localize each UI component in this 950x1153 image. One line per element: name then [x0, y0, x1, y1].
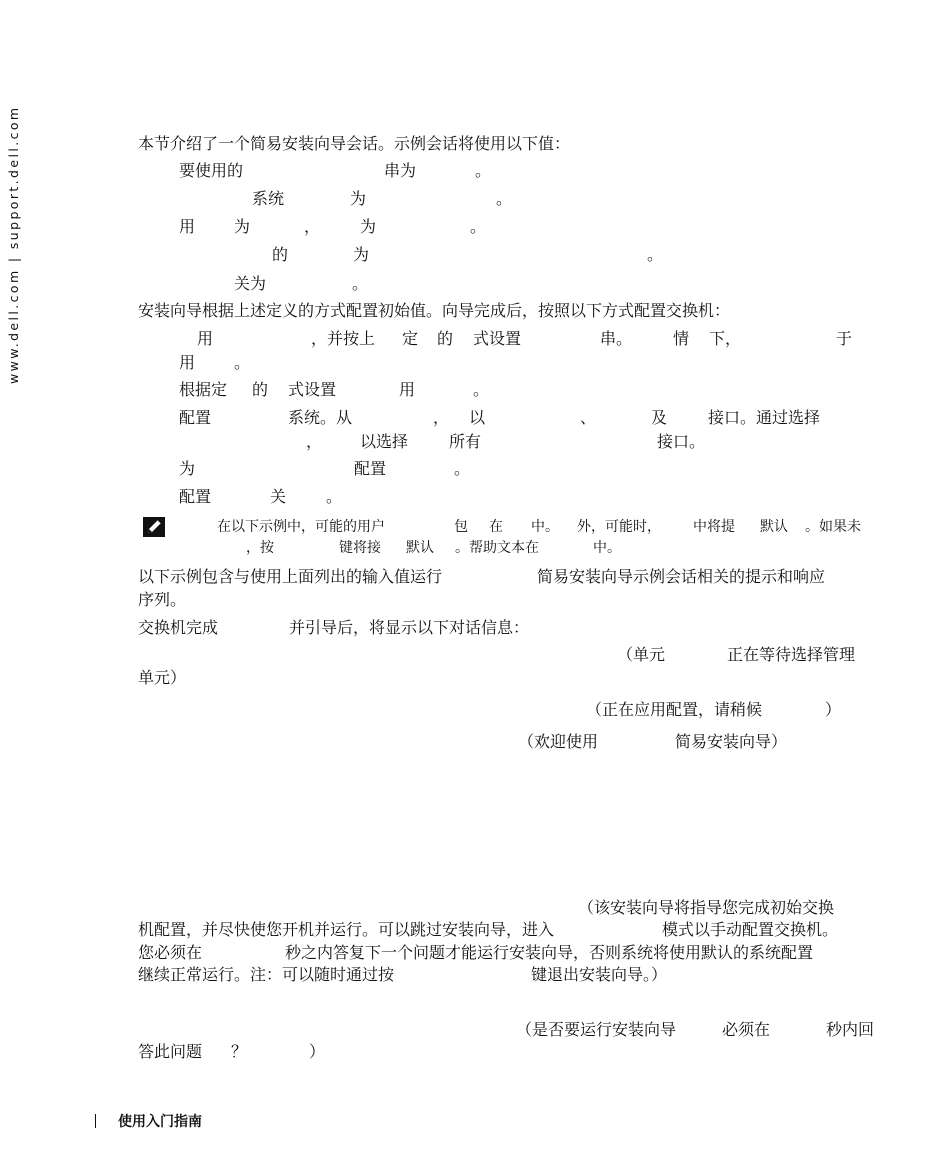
value-line-3-a: 用	[179, 217, 196, 236]
step1-b: ，并按上	[311, 329, 376, 348]
dialog-question-d: 答此问题	[138, 1042, 203, 1061]
step3b-a: ，	[306, 432, 323, 451]
step3b-c: 所有	[449, 432, 482, 451]
note-2-c: 默认	[406, 540, 434, 556]
dialog-help-5: 秒之内答复下一个问题才能运行安装向导，否则系统将使用默认的系统配置	[285, 943, 814, 962]
footer-divider	[95, 1114, 96, 1128]
dialog-help-2: 机配置，并尽快使您开机并运行。可以跳过安装向导，进入	[138, 920, 555, 939]
value-line-2-c: 。	[496, 189, 513, 208]
value-line-1-c: 。	[475, 161, 492, 180]
wizard-intro: 安装向导根据上述定义的方式配置初始值。向导完成后，按照以下方式配置交换机：	[138, 301, 731, 320]
dialog-help-3: 模式以手动配置交换机。	[662, 920, 839, 939]
dialog-applying-a: （正在应用配置，请稍候	[586, 700, 763, 719]
note-1-a: 在以下示例中，可能的用户	[217, 519, 385, 535]
dialog-help-4: 您必须在	[138, 943, 203, 962]
step1-e: 式设置	[473, 329, 522, 348]
example-desc-c: 序列。	[138, 590, 187, 609]
value-line-1-a: 要使用的	[179, 161, 244, 180]
value-line-5-a: 关为	[234, 274, 267, 293]
step4-a: 为	[179, 459, 196, 478]
note-pencil-icon	[142, 516, 166, 538]
step1-h: 下，	[709, 329, 742, 348]
value-line-4-b: 为	[353, 245, 370, 264]
dialog-question-b: 必须在	[722, 1020, 771, 1039]
step5-a: 配置	[179, 487, 212, 506]
step1-i: 于	[836, 329, 853, 348]
dialog-unit-c: 单元）	[138, 668, 187, 687]
step3-a: 配置	[179, 408, 212, 427]
note-1-h: 。如果未	[805, 519, 861, 535]
dialog-help-1: （该安装向导将指导您完成初始交换	[578, 898, 835, 917]
example-desc-a: 以下示例包含与使用上面列出的输入值运行	[138, 567, 443, 586]
step2-d: 用	[399, 380, 416, 399]
value-line-4-c: 。	[647, 245, 664, 264]
sidebar-url	[4, 104, 24, 384]
note-2-e: 中。	[593, 540, 621, 556]
step3-e: 、	[580, 408, 597, 427]
dialog-question-f: ）	[309, 1042, 326, 1061]
note-2-d: 。帮助文本在	[455, 540, 539, 556]
value-line-4-a: 的	[272, 245, 289, 264]
note-1-b: 包	[454, 519, 468, 535]
step3-f: 及	[651, 408, 668, 427]
step1-g: 情	[673, 329, 690, 348]
dialog-welcome-b: 简易安装向导）	[675, 732, 788, 751]
step1-f: 串。	[600, 329, 633, 348]
dialog-applying-b: ）	[825, 700, 842, 719]
dialog-help-7: 键退出安装向导。）	[531, 965, 668, 984]
dialog-help-6: 继续正常运行。注：可以随时通过按	[138, 965, 395, 984]
step2-c: 式设置	[288, 380, 337, 399]
dialog-unit-a: （单元	[617, 645, 666, 664]
dialog-question-c: 秒内回	[826, 1020, 875, 1039]
step1-a: 用	[197, 329, 214, 348]
value-line-2-b: 为	[350, 189, 367, 208]
step2-b: 的	[252, 380, 269, 399]
boot-msg-a: 交换机完成	[138, 618, 219, 637]
value-line-3-d: 为	[360, 217, 377, 236]
value-line-3-b: 为	[234, 217, 251, 236]
step4-c: 。	[454, 459, 471, 478]
intro-text: 本节介绍了一个简易安装向导会话。示例会话将使用以下值：	[138, 134, 571, 153]
example-desc-b: 简易安装向导示例会话相关的提示和响应	[537, 567, 826, 586]
step3b-b: 以选择	[360, 432, 409, 451]
note-2-a: ，按	[246, 540, 274, 556]
value-line-3-c: ，	[304, 217, 321, 236]
dialog-question-a: （是否要运行安装向导	[516, 1020, 677, 1039]
footer-title: 使用入门指南	[118, 1114, 202, 1130]
step4-b: 配置	[354, 459, 387, 478]
value-line-5-b: 。	[352, 274, 369, 293]
step2-e: 。	[473, 380, 490, 399]
step3-g: 接口。通过选择	[708, 408, 821, 427]
step5-b: 关	[270, 487, 287, 506]
note-1-d: 中。	[531, 519, 559, 535]
dialog-welcome-a: （欢迎使用	[518, 732, 599, 751]
note-1-g: 默认	[760, 519, 788, 535]
value-line-2-a: 系统	[252, 189, 285, 208]
step1-d: 的	[437, 329, 454, 348]
note-1-c: 在	[489, 519, 503, 535]
dialog-unit-b: 正在等待选择管理	[727, 645, 856, 664]
step2-a: 根据定	[179, 380, 228, 399]
dialog-question-e: ？	[231, 1042, 248, 1061]
step1b-a: 用	[179, 353, 196, 372]
step1b-b: 。	[234, 353, 251, 372]
note-2-b: 键将接	[339, 540, 381, 556]
boot-msg-b: 并引导后，将显示以下对话信息：	[289, 618, 530, 637]
step3-c: ，	[433, 408, 450, 427]
step3-b: 系统。从	[288, 408, 353, 427]
note-1-f: 中将提	[693, 519, 735, 535]
value-line-3-e: 。	[470, 217, 487, 236]
step3b-d: 接口。	[657, 432, 706, 451]
sidebar-url-text: www.dell.com | support.dell.com	[6, 105, 21, 384]
note-1-e: 外，可能时，	[577, 519, 661, 535]
step3-d: 以	[469, 408, 486, 427]
step5-c: 。	[326, 487, 343, 506]
value-line-1-b: 串为	[384, 161, 417, 180]
step1-c: 定	[402, 329, 419, 348]
